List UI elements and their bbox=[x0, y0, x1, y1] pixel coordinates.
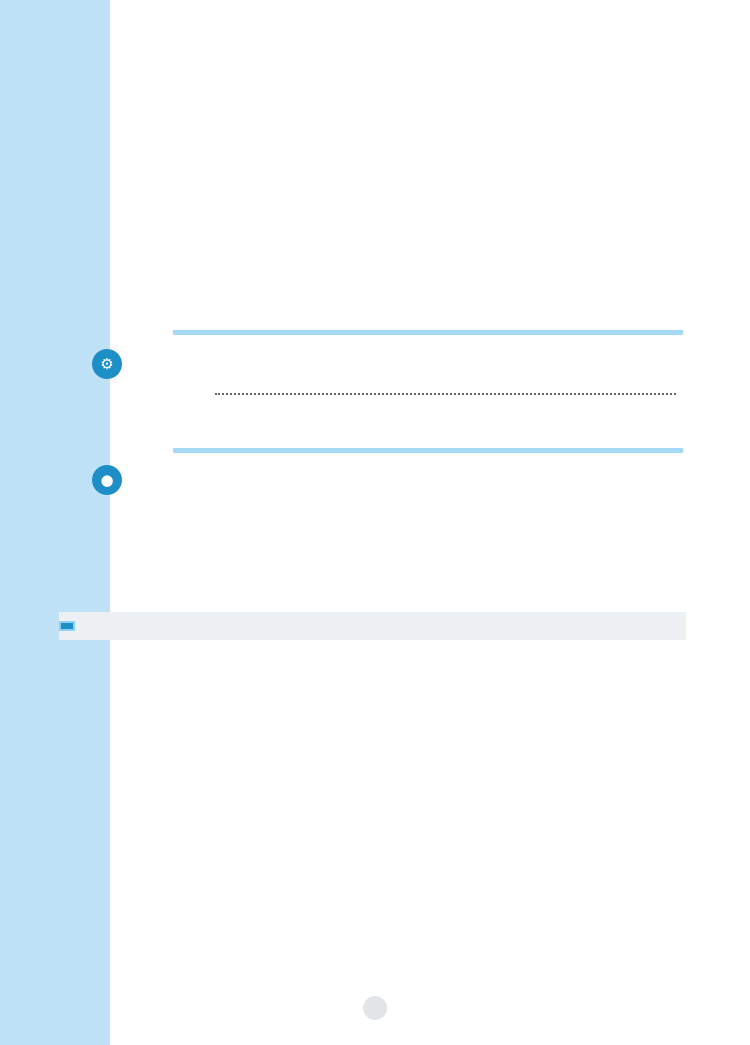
part-badge bbox=[59, 621, 75, 631]
leader-dots bbox=[215, 393, 676, 395]
page-number bbox=[363, 996, 387, 1020]
apple-icon: ● bbox=[92, 465, 122, 495]
chapter-divider bbox=[173, 448, 683, 453]
toc-entry-continuation[interactable] bbox=[215, 379, 688, 403]
toc-entry[interactable] bbox=[135, 350, 688, 374]
part-two-header bbox=[59, 612, 686, 640]
chapter-divider bbox=[173, 330, 683, 335]
robot-arm-icon: ⚙ bbox=[92, 349, 122, 379]
side-band bbox=[0, 0, 110, 1045]
